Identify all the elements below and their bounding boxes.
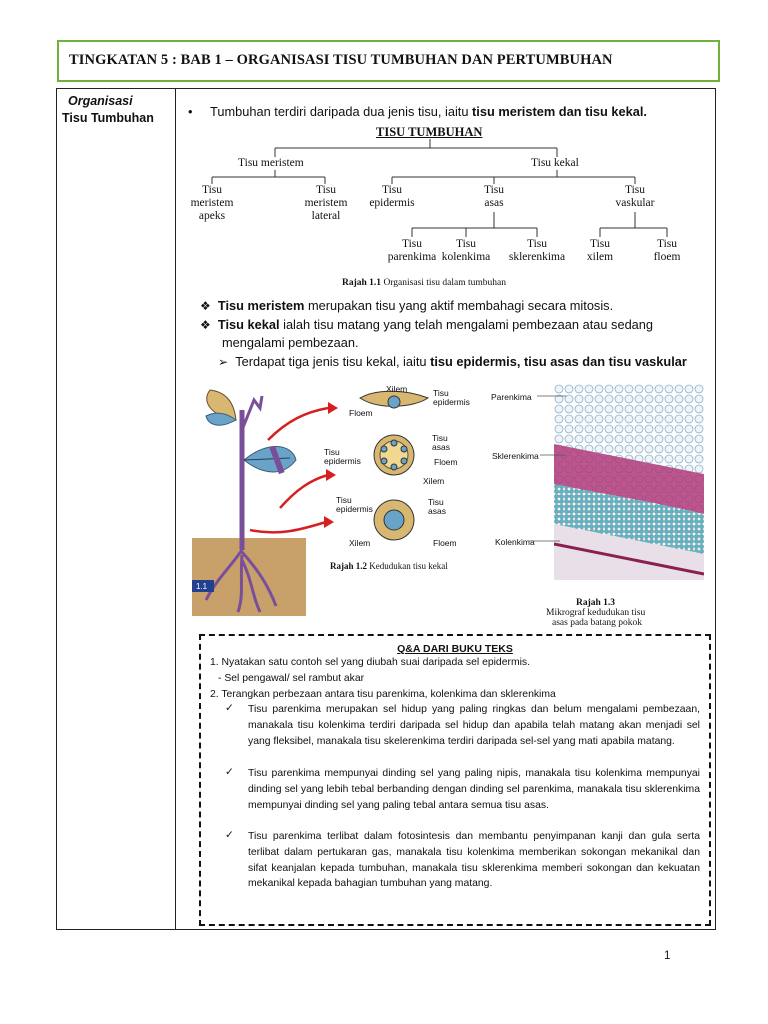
label-asas-stem: Tisu asas <box>432 433 450 452</box>
node-vaskular: Tisu vaskular <box>615 184 655 209</box>
micro-label-parenkima: Parenkima <box>491 392 532 402</box>
node-floem: Tisu floem <box>653 238 681 263</box>
topic-label-line1: Organisasi <box>68 94 133 108</box>
point-three-types: ➢ Terdapat tiga jenis tisu kekal, iaitu tisu epidermis, tisu asas dan tisu vaskular <box>218 354 687 369</box>
micro-caption-line2: asas pada batang pokok <box>552 618 642 628</box>
check-icon: ✓ <box>225 829 234 841</box>
intro-bold: tisu meristem dan tisu kekal. <box>472 104 647 119</box>
node-sklerenkima: Tisu sklerenkima <box>508 238 566 263</box>
page-title: TINGKATAN 5 : BAB 1 – ORGANISASI TISU TUMBUHAN DAN PERTUMBUHAN <box>69 52 613 68</box>
check-icon: ✓ <box>225 702 234 714</box>
node-meristem-lateral: Tisu meristem lateral <box>304 184 348 222</box>
label-epidermis-root: Tisu epidermis <box>336 495 373 514</box>
micro-label-sklerenkima: Sklerenkima <box>492 451 539 461</box>
qa-title: Q&A DARI BUKU TEKS <box>397 643 513 655</box>
topic-label-line2: Tisu Tumbuhan <box>62 111 154 125</box>
node-asas: Tisu asas <box>483 184 505 209</box>
qa-answer-2-3: Tisu parenkima terlibat dalam fotosintesis dan membantu penyimpanan kanji dan gula serta terlibat dalam pertukaran gas, manakala tisu kolenkima memberikan sokongan mekanikal dan sifat keanjalan kepada tumbuhan, manakala tisu sklerenkima memberi sokongan dan kekuatan mekanikal kepada bahagian tumbuhan yang matang. <box>248 831 700 890</box>
micro-label-kolenkima: Kolenkima <box>495 537 535 547</box>
point-meristem: ❖ Tisu meristem merupakan tisu yang aktif membahagi secara mitosis. <box>200 298 614 313</box>
label-floem-root: Floem <box>433 538 457 548</box>
node-epidermis: Tisu epidermis <box>369 184 415 209</box>
label-asas-root: Tisu asas <box>428 497 446 516</box>
point-kekal-cont: mengalami pembezaan. <box>222 335 359 350</box>
micro-caption-title: Rajah 1.3 <box>576 598 616 608</box>
label-floem-stem: Floem <box>434 457 458 467</box>
label-floem-leaf: Floem <box>349 408 373 418</box>
check-icon: ✓ <box>225 766 234 778</box>
point-kekal: ❖ Tisu kekal ialah tisu matang yang telah mengalami pembezaan atau sedang <box>200 317 654 332</box>
figure-badge: 1.1 <box>196 582 208 591</box>
diamond-icon: ❖ <box>200 299 211 313</box>
diamond-icon: ❖ <box>200 318 211 332</box>
bullet-icon: • <box>188 104 193 119</box>
node-tisu-meristem: Tisu meristem <box>238 157 304 169</box>
intro-text: Tumbuhan terdiri daripada dua jenis tisu, iaitu <box>210 104 473 119</box>
micro-caption-line1: Mikrograf kedudukan tisu <box>546 608 646 618</box>
label-xilem-stem: Xilem <box>423 476 445 486</box>
tree-title: TISU TUMBUHAN <box>376 125 483 139</box>
node-kolenkima: Tisu kolenkima <box>441 238 491 263</box>
qa-answer-2-1: Tisu parenkima merupakan sel hidup yang paling ringkas dan belum mengalami pembezaan, manakala tisu kolenkima terdiri daripada sel hidup dan apabila telah matang akan menjadi sel yang fleksibel, manakala tisu skelerenkima terdiri daripada sel-sel yang mati apabila matang. <box>248 704 700 747</box>
qa-question-1: 1. Nyatakan satu contoh sel yang diubah suai daripada sel epidermis. <box>210 657 530 668</box>
page-number: 1 <box>664 950 671 962</box>
figure-1-1-caption: Rajah 1.1 Organisasi tisu dalam tumbuhan <box>342 278 506 288</box>
label-epidermis-stem: Tisu epidermis <box>324 447 361 466</box>
label-xilem-root: Xilem <box>349 538 371 548</box>
node-meristem-apeks: Tisu meristem apeks <box>190 184 234 222</box>
label-xilem-leaf: Xilem <box>386 384 408 394</box>
qa-answer-2-2: Tisu parenkima mempunyai dinding sel yang paling nipis, manakala tisu kolenkima mempunyai dinding sel yang lebih tebal berbanding dengan dinding sel parenkima, manakala tisu sklerenkima mempunyai dinding sel yang paling tebal antara semua tisu asas. <box>248 768 700 811</box>
qa-question-2: 2. Terangkan perbezaan antara tisu parenkima, kolenkima dan sklerenkima <box>210 689 556 700</box>
qa-answer-1: - Sel pengawal/ sel rambut akar <box>218 673 365 684</box>
arrow-icon: ➢ <box>218 355 229 369</box>
node-parenkima: Tisu parenkima <box>387 238 437 263</box>
figure-1-2-caption: Rajah 1.2 Kedudukan tisu kekal <box>330 561 448 571</box>
label-epidermis-leaf: Tisu epidermis <box>433 388 470 407</box>
node-xilem: Tisu xilem <box>586 238 614 263</box>
node-tisu-kekal: Tisu kekal <box>531 157 579 169</box>
